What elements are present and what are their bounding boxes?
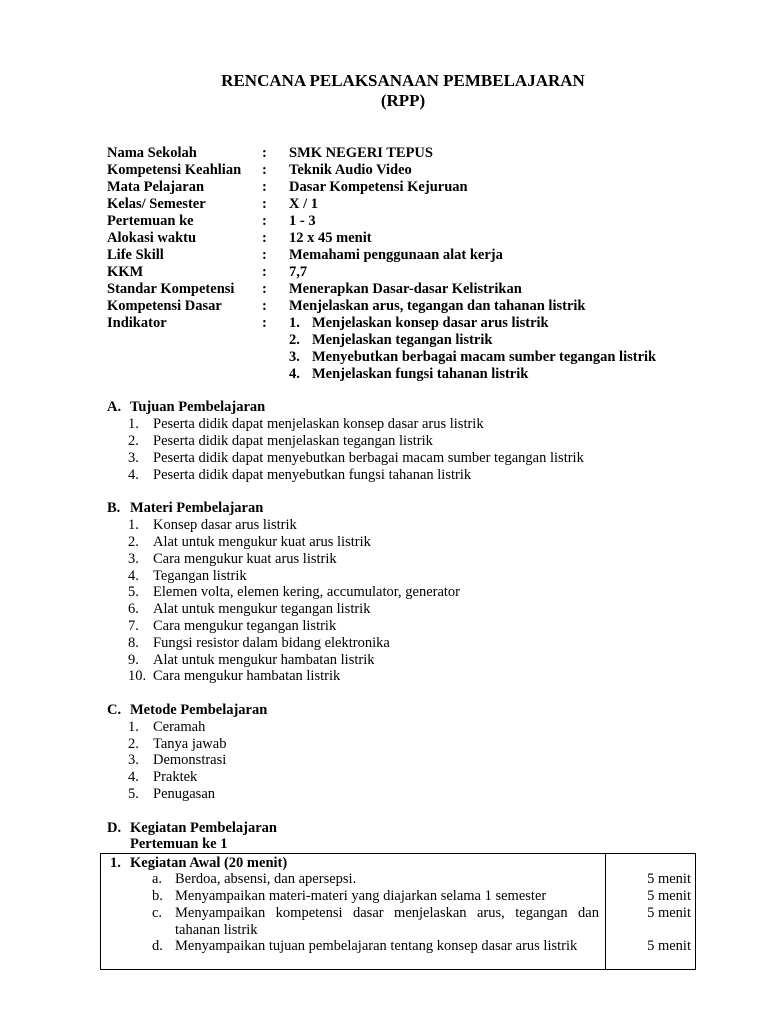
identity-value: Menerapkan Dasar-dasar Kelistrikan: [289, 281, 522, 297]
activity-time: 5 menit: [647, 871, 691, 887]
activity-time: 5 menit: [647, 905, 691, 921]
list-item: [0, 433, 768, 450]
list-item: [0, 736, 768, 753]
activity-row: [101, 888, 605, 905]
list-text: Cara mengukur kuat arus listrik: [153, 551, 337, 567]
list-item: [0, 534, 768, 551]
list-number: 3.: [128, 752, 139, 768]
activity-block-title: Kegiatan Awal (20 menit): [130, 855, 288, 871]
list-text: Fungsi resistor dalam bidang elektronika: [153, 635, 390, 651]
list-text: Cara mengukur hambatan listrik: [153, 668, 341, 684]
identity-colon: :: [262, 179, 267, 195]
identity-value: SMK NEGERI TEPUS: [289, 145, 433, 161]
identity-row: [0, 196, 768, 213]
list-number: 4.: [128, 769, 139, 785]
identity-row: [0, 298, 768, 315]
list-item: [0, 467, 768, 484]
indikator-text: Menyebutkan berbagai macam sumber tegangan listrik: [312, 349, 657, 365]
list-item: [0, 752, 768, 769]
indikator-item: [0, 349, 768, 366]
indikator-number: 4.: [289, 366, 300, 382]
identity-value: Menjelaskan arus, tegangan dan tahanan listrik: [289, 298, 586, 314]
list-number: 4.: [128, 467, 139, 483]
list-text: Demonstrasi: [153, 752, 227, 768]
activity-time: 5 menit: [647, 888, 691, 904]
section-b-heading: [0, 500, 768, 517]
identity-value: Memahami penggunaan alat kerja: [289, 247, 503, 263]
list-number: 5.: [128, 584, 139, 600]
list-number: 1.: [128, 719, 139, 735]
list-text: Peserta didik dapat menjelaskan tegangan listrik: [153, 433, 433, 449]
list-number: 3.: [128, 551, 139, 567]
identity-row: [0, 179, 768, 196]
identity-colon: :: [262, 298, 267, 314]
document-title: RENCANA PELAKSANAAN PEMBELAJARAN: [221, 71, 585, 90]
section-d-heading: [0, 820, 768, 837]
section-title: Metode Pembelajaran: [130, 702, 268, 718]
list-number: 4.: [128, 568, 139, 584]
list-number: 10.: [128, 668, 147, 684]
identity-label: Kompetensi Dasar: [107, 298, 222, 314]
identity-colon: :: [262, 315, 267, 331]
list-number: 6.: [128, 601, 139, 617]
indikator-text: Menjelaskan konsep dasar arus listrik: [312, 315, 549, 331]
identity-colon: :: [262, 230, 267, 246]
identity-row: [0, 281, 768, 298]
identity-colon: :: [262, 162, 267, 178]
activity-block-number: 1.: [110, 855, 121, 871]
activity-letter: c.: [152, 905, 163, 921]
activity-letter: d.: [152, 938, 163, 954]
list-text: Tegangan listrik: [153, 568, 247, 584]
meeting-heading: Pertemuan ke 1: [130, 836, 228, 852]
section-a-heading: [0, 399, 768, 416]
list-number: 1.: [128, 416, 139, 432]
indikator-item: [0, 332, 768, 349]
identity-label: Pertemuan ke: [107, 213, 194, 229]
section-title: Materi Pembelajaran: [130, 500, 264, 516]
identity-colon: :: [262, 281, 267, 297]
activity-block-heading: [110, 855, 288, 872]
identity-row: [0, 213, 768, 230]
list-item: [0, 517, 768, 534]
indikator-number: 3.: [289, 349, 300, 365]
list-item: [0, 618, 768, 635]
identity-label: Nama Sekolah: [107, 145, 197, 161]
list-number: 2.: [128, 534, 139, 550]
identity-label: Indikator: [107, 315, 167, 331]
list-number: 9.: [128, 652, 139, 668]
list-text: Ceramah: [153, 719, 206, 735]
identity-row: [0, 162, 768, 179]
list-number: 2.: [128, 736, 139, 752]
identity-label: Life Skill: [107, 247, 164, 263]
activity-text: Berdoa, absensi, dan apersepsi.: [175, 871, 357, 887]
identity-row: [0, 247, 768, 264]
identity-value: 1 - 3: [289, 213, 316, 229]
list-text: Peserta didik dapat menyebutkan fungsi tahanan listrik: [153, 467, 472, 483]
list-text: Peserta didik dapat menjelaskan konsep dasar arus listrik: [153, 416, 484, 432]
list-item: [0, 584, 768, 601]
activity-text: Menyampaikan tujuan pembelajaran tentang konsep dasar arus listrik: [175, 938, 578, 954]
activity-letter: a.: [152, 871, 163, 887]
activity-row: [101, 871, 605, 888]
identity-label: Kelas/ Semester: [107, 196, 206, 212]
list-number: 5.: [128, 786, 139, 802]
list-text: Konsep dasar arus listrik: [153, 517, 297, 533]
indikator-text: Menjelaskan fungsi tahanan listrik: [312, 366, 529, 382]
identity-label: Alokasi waktu: [107, 230, 197, 246]
list-item: [0, 786, 768, 803]
activity-row: [101, 905, 605, 939]
activity-letter: b.: [152, 888, 163, 904]
list-item: [0, 416, 768, 433]
list-number: 8.: [128, 635, 139, 651]
list-item: [0, 719, 768, 736]
section-letter: D.: [107, 820, 122, 836]
section-title: Tujuan Pembelajaran: [130, 399, 266, 415]
list-item: [0, 652, 768, 669]
list-text: Praktek: [153, 769, 198, 785]
identity-value: Dasar Kompetensi Kejuruan: [289, 179, 468, 195]
identity-value: X / 1: [289, 196, 318, 212]
identity-colon: :: [262, 247, 267, 263]
activity-time: 5 menit: [647, 938, 691, 954]
list-item: [0, 551, 768, 568]
indikator-number: 1.: [289, 315, 300, 331]
section-title: Kegiatan Pembelajaran: [130, 820, 277, 836]
list-text: Alat untuk mengukur hambatan listrik: [153, 652, 375, 668]
identity-row: [0, 145, 768, 162]
identity-label: Kompetensi Keahlian: [107, 162, 242, 178]
activity-text: Menyampaikan materi-materi yang diajarkan selama 1 semester: [175, 888, 547, 904]
identity-label: KKM: [107, 264, 144, 280]
indikator-item: [0, 366, 768, 383]
identity-value: 12 x 45 menit: [289, 230, 372, 246]
list-text: Cara mengukur tegangan listrik: [153, 618, 337, 634]
list-item: [0, 769, 768, 786]
section-c-heading: [0, 702, 768, 719]
activity-row: [101, 938, 605, 955]
identity-row: [0, 230, 768, 247]
indikator-number: 2.: [289, 332, 300, 348]
identity-colon: :: [262, 196, 267, 212]
identity-value: 7,7: [289, 264, 308, 280]
identity-colon: :: [262, 213, 267, 229]
list-item: [0, 450, 768, 467]
section-letter: A.: [107, 399, 122, 415]
list-number: 1.: [128, 517, 139, 533]
indikator-item: [0, 315, 768, 332]
identity-colon: :: [262, 264, 267, 280]
identity-row: [0, 264, 768, 281]
list-item: [0, 601, 768, 618]
list-number: 2.: [128, 433, 139, 449]
identity-label: Standar Kompetensi: [107, 281, 235, 297]
activity-table: [100, 853, 696, 970]
list-text: Elemen volta, elemen kering, accumulator, generator: [153, 584, 461, 600]
identity-value: Teknik Audio Video: [289, 162, 412, 178]
list-text: Peserta didik dapat menyebutkan berbagai macam sumber tegangan listrik: [153, 450, 584, 466]
list-text: Tanya jawab: [153, 736, 227, 752]
document-subtitle: (RPP): [380, 91, 426, 110]
list-item: [0, 635, 768, 652]
list-item: [0, 668, 768, 685]
activity-text: Menyampaikan kompetensi dasar menjelaskan arus, tegangan dan tahanan listrik: [175, 905, 599, 938]
list-number: 7.: [128, 618, 139, 634]
list-text: Alat untuk mengukur kuat arus listrik: [153, 534, 371, 550]
section-letter: B.: [107, 500, 121, 516]
list-text: Penugasan: [153, 786, 216, 802]
list-item: [0, 568, 768, 585]
identity-label: Mata Pelajaran: [107, 179, 205, 195]
list-text: Alat untuk mengukur tegangan listrik: [153, 601, 371, 617]
indikator-text: Menjelaskan tegangan listrik: [312, 332, 493, 348]
list-number: 3.: [128, 450, 139, 466]
identity-colon: :: [262, 145, 267, 161]
section-letter: C.: [107, 702, 122, 718]
